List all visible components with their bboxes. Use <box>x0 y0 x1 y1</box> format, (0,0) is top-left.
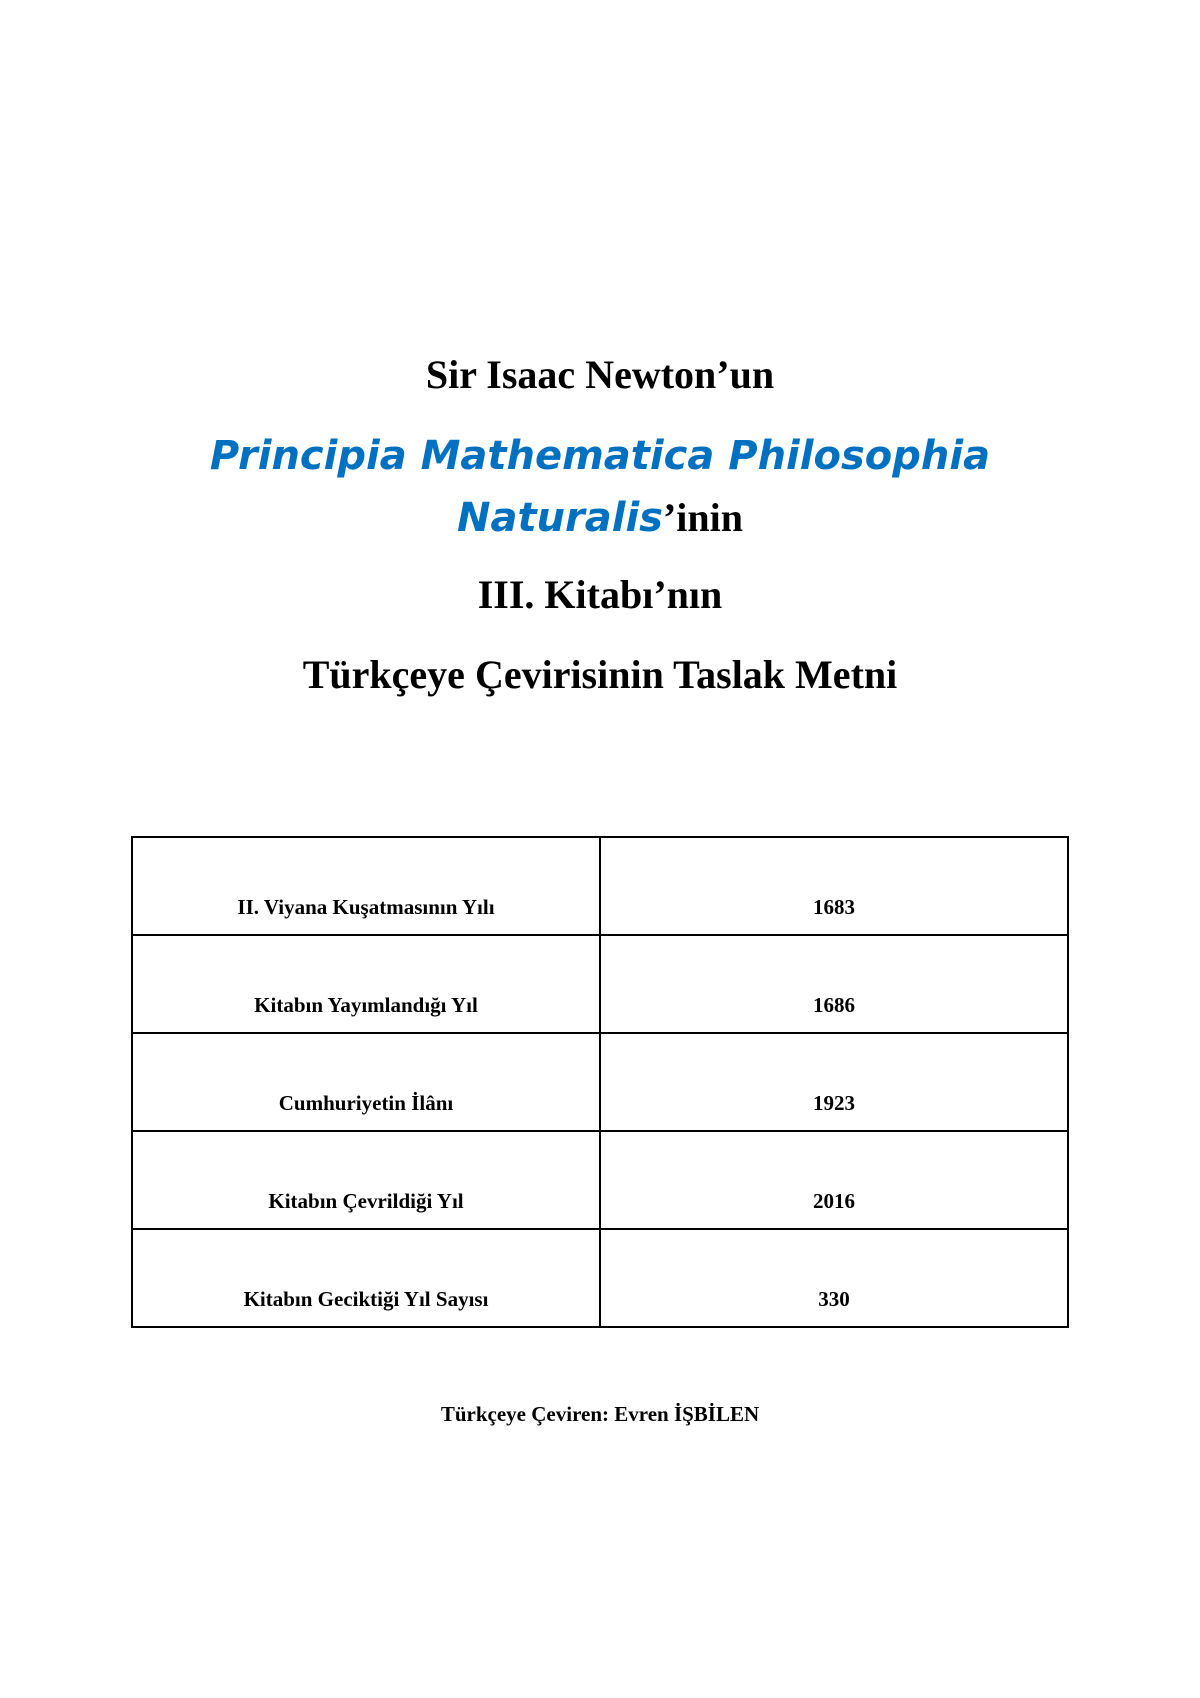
row-label: Cumhuriyetin İlânı <box>132 1033 600 1131</box>
work-title <box>0 425 1200 549</box>
latin-title-part1: Principia Mathematica Philosophia <box>209 433 991 479</box>
row-value: 1683 <box>600 837 1068 935</box>
translator-credit: Türkçeye Çeviren: Evren İŞBİLEN <box>440 1402 760 1426</box>
table-row <box>132 837 1068 935</box>
row-label: Kitabın Geciktiği Yıl Sayısı <box>132 1229 600 1327</box>
draft-subtitle: Türkçeye Çevirisinin Taslak Metni <box>302 652 898 697</box>
row-label: Kitabın Çevrildiği Yıl <box>132 1131 600 1229</box>
table-row <box>132 1131 1068 1229</box>
latin-title-part2: Naturalis <box>456 495 663 541</box>
row-value: 1923 <box>600 1033 1068 1131</box>
row-value: 330 <box>600 1229 1068 1327</box>
row-label: II. Viyana Kuşatmasının Yılı <box>132 837 600 935</box>
author-heading: Sir Isaac Newton’un <box>425 352 775 397</box>
row-value: 2016 <box>600 1131 1068 1229</box>
table-row <box>132 1033 1068 1131</box>
book-number-heading: III. Kitabı’nın <box>477 572 723 617</box>
row-value: 1686 <box>600 935 1068 1033</box>
table-row <box>132 1229 1068 1327</box>
table-row <box>132 935 1068 1033</box>
latin-title-suffix: ’inin <box>662 495 744 540</box>
row-label: Kitabın Yayımlandığı Yıl <box>132 935 600 1033</box>
facts-table <box>131 836 1069 1328</box>
